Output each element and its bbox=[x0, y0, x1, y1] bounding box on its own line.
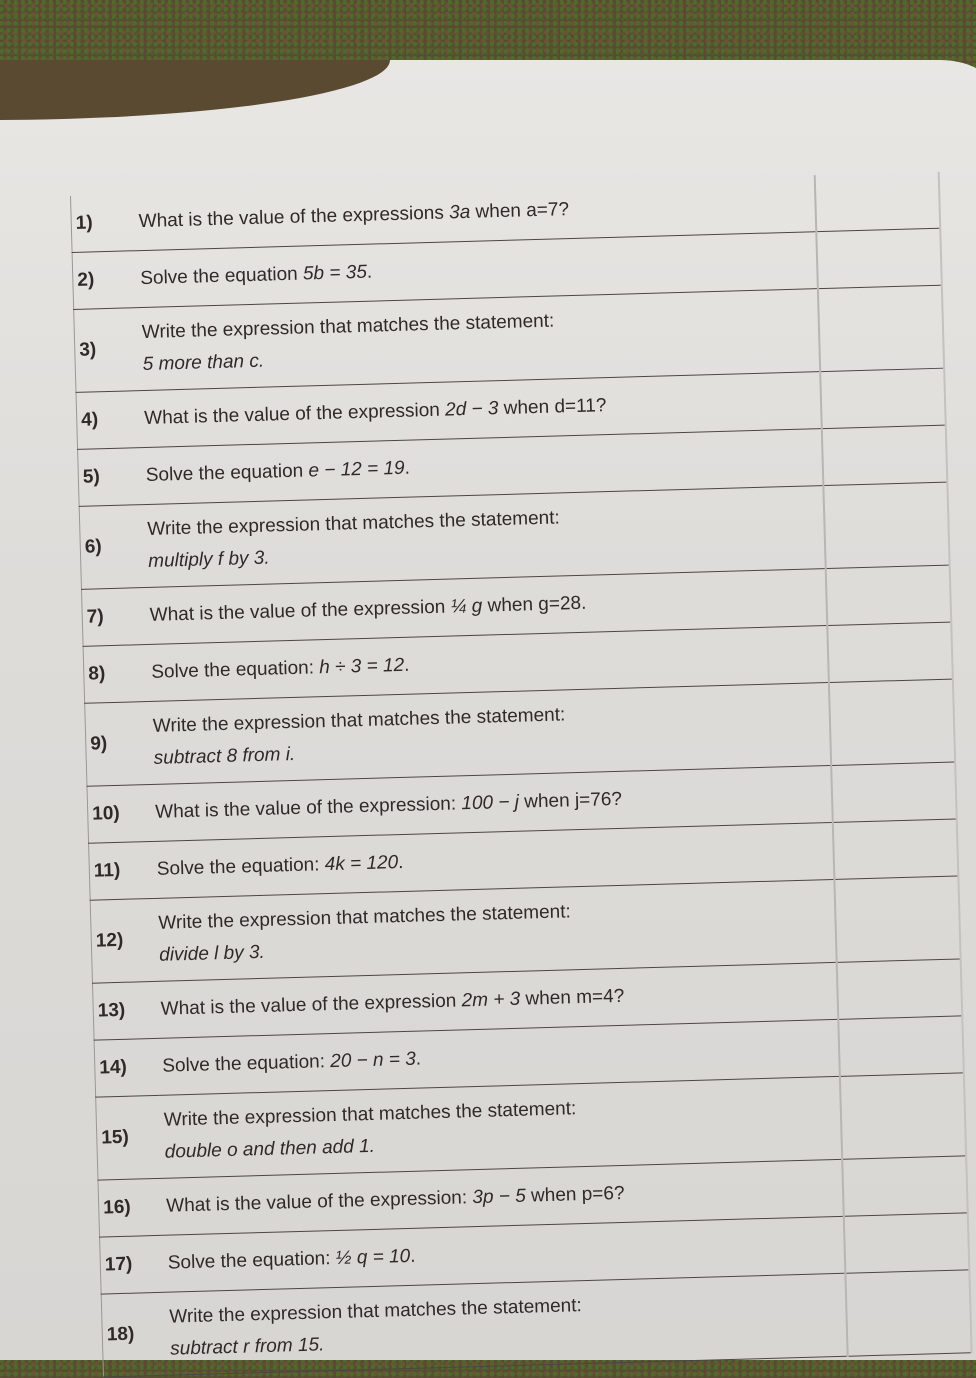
answer-cell[interactable] bbox=[827, 622, 953, 682]
question-suffix: when d=11? bbox=[498, 395, 607, 420]
question-suffix: . bbox=[415, 1048, 422, 1070]
answer-cell[interactable] bbox=[844, 1213, 970, 1273]
question-prompt: What is the value of the expressions bbox=[138, 202, 450, 233]
question-number: 14) bbox=[94, 1038, 159, 1097]
question-prompt: What is the value of the expression: bbox=[154, 793, 462, 823]
answer-cell[interactable] bbox=[816, 228, 942, 288]
answer-cell[interactable] bbox=[826, 565, 952, 625]
question-number: 12) bbox=[90, 898, 156, 983]
question-prompt: Solve the equation bbox=[140, 263, 304, 290]
question-math: 3p − 5 bbox=[472, 1185, 527, 1209]
question-prompt: Write the expression that matches the statement: bbox=[158, 901, 572, 934]
question-number: 8) bbox=[83, 645, 148, 704]
question-prompt: What is the value of the expression: bbox=[165, 1187, 473, 1217]
paper-edge-curl bbox=[0, 60, 390, 120]
question-math: 4k = 120 bbox=[324, 852, 399, 876]
question-number: 5) bbox=[78, 448, 143, 507]
question-statement: 5 more than c. bbox=[142, 350, 265, 376]
question-suffix: . bbox=[404, 457, 411, 479]
answer-cell[interactable] bbox=[815, 172, 941, 232]
question-suffix: when p=6? bbox=[525, 1182, 625, 1207]
question-prompt: What is the value of the expression bbox=[149, 596, 451, 626]
question-suffix: . bbox=[366, 261, 373, 283]
answer-cell[interactable] bbox=[829, 679, 955, 765]
question-prompt: Write the expression that matches the statement: bbox=[169, 1295, 583, 1328]
answer-cell[interactable] bbox=[838, 1016, 964, 1076]
question-suffix: when m=4? bbox=[519, 985, 625, 1010]
question-suffix: when j=76? bbox=[518, 788, 623, 813]
question-math: h ÷ 3 = 12 bbox=[318, 654, 405, 679]
answer-cell[interactable] bbox=[840, 1073, 966, 1159]
question-prompt: Solve the equation: bbox=[156, 854, 326, 880]
question-math: ½ q = 10 bbox=[335, 1245, 411, 1269]
question-number: 11) bbox=[89, 841, 154, 900]
answer-cell[interactable] bbox=[818, 285, 944, 371]
question-prompt: Solve the equation: bbox=[167, 1247, 337, 1274]
answer-cell[interactable] bbox=[842, 1156, 968, 1216]
question-suffix: when g=28. bbox=[482, 592, 587, 617]
question-prompt: Write the expression that matches the statement: bbox=[141, 310, 555, 344]
question-statement: double o and then add 1. bbox=[164, 1135, 376, 1163]
question-prompt: Solve the equation: bbox=[151, 657, 320, 683]
question-number: 17) bbox=[100, 1235, 165, 1294]
question-suffix: . bbox=[403, 654, 410, 676]
question-math: 2m + 3 bbox=[461, 988, 521, 1012]
question-prompt: What is the value of the expression bbox=[160, 990, 462, 1020]
answer-cell[interactable] bbox=[823, 482, 949, 568]
question-number: 13) bbox=[92, 981, 157, 1040]
question-number: 2) bbox=[72, 251, 137, 310]
question-number: 9) bbox=[85, 702, 151, 787]
question-prompt: Write the expression that matches the statement: bbox=[152, 704, 566, 737]
question-number: 10) bbox=[87, 784, 152, 843]
question-prompt: What is the value of the expression bbox=[143, 399, 446, 430]
question-math: 2d − 3 bbox=[444, 398, 499, 421]
question-number: 6) bbox=[79, 505, 145, 590]
question-number: 15) bbox=[96, 1095, 162, 1180]
question-prompt: Write the expression that matches the statement: bbox=[147, 507, 561, 540]
question-suffix: . bbox=[409, 1245, 416, 1267]
question-number: 1) bbox=[70, 194, 135, 252]
question-math: e − 12 = 19 bbox=[308, 457, 405, 482]
answer-cell[interactable] bbox=[834, 876, 960, 962]
answer-cell[interactable] bbox=[820, 368, 946, 428]
question-prompt: Solve the equation bbox=[145, 460, 309, 486]
question-math: 100 − j bbox=[461, 791, 520, 815]
question-number: 4) bbox=[76, 391, 141, 450]
question-statement: divide l by 3. bbox=[158, 941, 266, 966]
question-suffix: when a=7? bbox=[469, 199, 570, 223]
answer-cell[interactable] bbox=[833, 819, 959, 879]
question-math: 3a bbox=[448, 201, 471, 224]
worksheet bbox=[70, 172, 973, 1378]
question-math: ¼ g bbox=[450, 595, 483, 618]
answer-cell[interactable] bbox=[822, 425, 948, 485]
question-statement: subtract r from 15. bbox=[169, 1334, 325, 1360]
answer-cell[interactable] bbox=[837, 959, 963, 1019]
answer-cell[interactable] bbox=[845, 1270, 971, 1356]
question-number: 3) bbox=[74, 308, 140, 393]
question-number: 16) bbox=[98, 1178, 163, 1237]
question-statement: multiply f by 3. bbox=[147, 547, 270, 572]
question-prompt: Solve the equation: bbox=[162, 1051, 331, 1077]
question-statement: subtract 8 from i. bbox=[153, 743, 296, 769]
question-math: 20 − n = 3 bbox=[329, 1048, 417, 1073]
question-prompt: Write the expression that matches the statement: bbox=[163, 1098, 577, 1131]
question-table bbox=[70, 172, 973, 1378]
answer-cell[interactable] bbox=[831, 762, 957, 822]
question-math: 5b = 35 bbox=[302, 261, 368, 285]
question-number: 7) bbox=[81, 588, 146, 647]
question-number: 18) bbox=[101, 1292, 167, 1377]
question-suffix: . bbox=[397, 851, 404, 874]
